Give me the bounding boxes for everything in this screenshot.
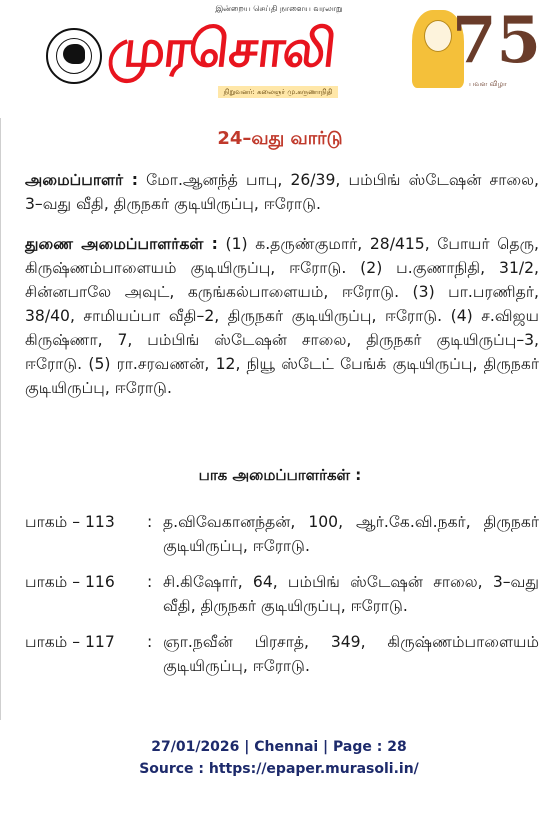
part-label: பாகம் – 113 xyxy=(25,513,115,531)
organizer-text: மோ.ஆனந்த் பாபு, 26/39, பம்பிங் ஸ்டேஷன் சாலை, 3–வது வீதி, திருநகர் குடியிருப்பு, ஈரோடு. xyxy=(25,171,539,213)
jubilee-caption: பவள விழா xyxy=(469,80,507,88)
newspaper-brand-logo: முரசொலி xyxy=(104,19,338,79)
article-clipping xyxy=(0,118,558,720)
part-organizers-heading: பாக அமைப்பாளர்கள் : xyxy=(198,466,362,484)
organizer-label: அமைப்பாளர் : xyxy=(25,171,139,189)
masthead-tagline: இன்றைய செய்தி நாளைய வரலாறு xyxy=(215,4,343,13)
brand-founder-strip: நிறுவனர்: கலைஞர் மு.கருணாநிதி xyxy=(218,86,338,98)
ward-title: 24–வது வார்டு xyxy=(217,128,343,149)
part-label: பாகம் – 117 xyxy=(25,633,115,651)
jubilee-number: 75 xyxy=(452,3,542,78)
part-colon: : xyxy=(147,513,153,531)
organizer-paragraph xyxy=(25,168,539,216)
rooster-icon xyxy=(63,44,85,64)
part-text: சி.கிஷோர், 64, பம்பிங் ஸ்டேஷன் சாலை, 3–வது வீதி, திருநகர் குடியிருப்பு, ஈரோடு. xyxy=(163,573,539,615)
part-text: ஞா.நவீன் பிரசாத், 349, கிருஷ்ணம்பாளையம் குடியிருப்பு, ஈரோடு. xyxy=(163,633,539,675)
part-colon: : xyxy=(147,633,153,651)
part-colon: : xyxy=(147,573,153,591)
portrait-face xyxy=(424,20,452,52)
deputy-text: (1) க.தருண்குமார், 28/415, போயர் தெரு, கிருஷ்ணம்பாளையம் குடியிருப்பு, ஈரோடு. (2) ப.குணாநிதி, 31/2, சின்னபாலே அவுட், கருங்கல்பாளையம், ஈரோடு. (3) பா.பரணிதர், 38/40, சாமியப்பா வீதி–2, திருநகர் குடியிருப்பு, ஈரோடு. (4) ச.விஜய கிருஷ்ணா, 7, பம்பிங் ஸ்டேஷன் சாலை, திருநகர் குடியிருப்பு–3, ஈரோடு. (5) ரா.சரவணன், 12, நியூ ஸ்டேட் பேங்க் குடியிருப்பு, திருநகர் குடியிருப்பு, ஈரோடு. xyxy=(25,235,539,397)
footer-source-link[interactable]: Source : https://epaper.murasoli.in/ xyxy=(139,761,419,777)
masthead xyxy=(0,0,558,110)
part-label: பாகம் – 116 xyxy=(25,573,115,591)
source-footer xyxy=(0,736,558,780)
part-text: த.விவேகானந்தன், 100, ஆர்.கே.வி.நகர், திருநகர் குடியிருப்பு, ஈரோடு. xyxy=(163,513,539,555)
party-seal-logo xyxy=(46,28,102,84)
footer-date-line: 27/01/2026 | Chennai | Page : 28 xyxy=(151,739,407,755)
deputy-paragraph xyxy=(25,232,539,400)
deputy-label: துணை அமைப்பாளர்கள் : xyxy=(25,235,218,253)
